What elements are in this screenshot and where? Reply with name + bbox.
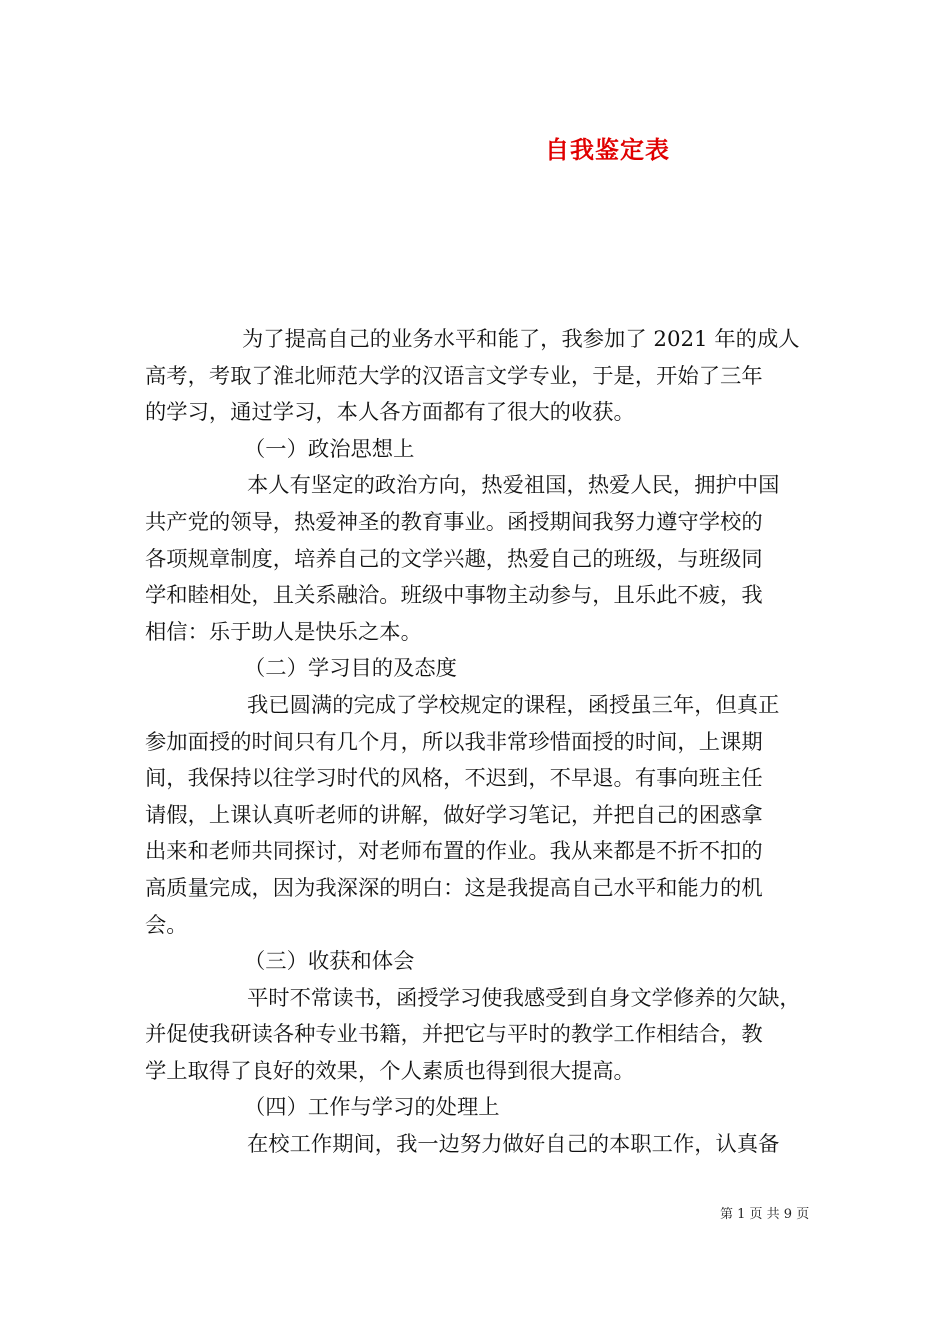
paragraph-line: 高质量完成，因为我深深的明白：这是我提高自己水平和能力的机	[145, 875, 763, 901]
paragraph-line: 出来和老师共同探讨，对老师布置的作业。我从来都是不折不扣的	[145, 839, 763, 865]
paragraph-line: 我已圆满的完成了学校规定的课程，函授虽三年，但真正	[247, 692, 780, 718]
section-heading: （四）工作与学习的处理上	[244, 1095, 500, 1121]
paragraph-line: 间，我保持以往学习时代的风格，不迟到，不早退。有事向班主任	[145, 766, 763, 792]
section-heading: （三）收获和体会	[244, 949, 415, 975]
paragraph-line: 高考，考取了淮北师范大学的汉语言文学专业，于是，开始了三年	[145, 363, 763, 389]
paragraph-line: 各项规章制度，培养自己的文学兴趣，热爱自己的班级，与班级同	[145, 546, 763, 572]
paragraph-line: 在校工作期间，我一边努力做好自己的本职工作，认真备	[247, 1132, 780, 1158]
paragraph-line: 本人有坚定的政治方向，热爱祖国，热爱人民，拥护中国	[247, 473, 780, 499]
paragraph-line: 会。	[145, 912, 188, 938]
paragraph-line: 的学习，通过学习，本人各方面都有了很大的收获。	[145, 400, 635, 426]
paragraph-line: 学上取得了良好的效果，个人素质也得到很大提高。	[145, 1058, 635, 1084]
paragraph-line: 学和睦相处，且关系融洽。班级中事物主动参与，且乐此不疲，我	[145, 583, 763, 609]
section-heading: （二）学习目的及态度	[244, 656, 457, 682]
document-body	[145, 322, 807, 1164]
paragraph-line: 为了提高自己的业务水平和能了，我参加了 2021 年的成人	[242, 327, 800, 352]
document-title: 自我鉴定表	[545, 135, 670, 164]
paragraph-line: 相信：乐于助人是快乐之本。	[145, 619, 422, 645]
paragraph-line: 平时不常读书，函授学习使我感受到自身文学修养的欠缺，	[247, 985, 801, 1011]
paragraph-line: 请假，上课认真听老师的讲解，做好学习笔记，并把自己的困惑拿	[145, 802, 763, 828]
paragraph-line: 参加面授的时间只有几个月，所以我非常珍惜面授的时间，上课期	[145, 729, 763, 755]
paragraph-line: 并促使我研读各种专业书籍，并把它与平时的教学工作相结合，教	[145, 1022, 763, 1048]
page-indicator: 第 1 页 共 9 页	[720, 1207, 810, 1222]
section-heading: （一）政治思想上	[244, 436, 415, 462]
paragraph-line: 共产党的领导，热爱神圣的教育事业。函授期间我努力遵守学校的	[145, 509, 763, 535]
